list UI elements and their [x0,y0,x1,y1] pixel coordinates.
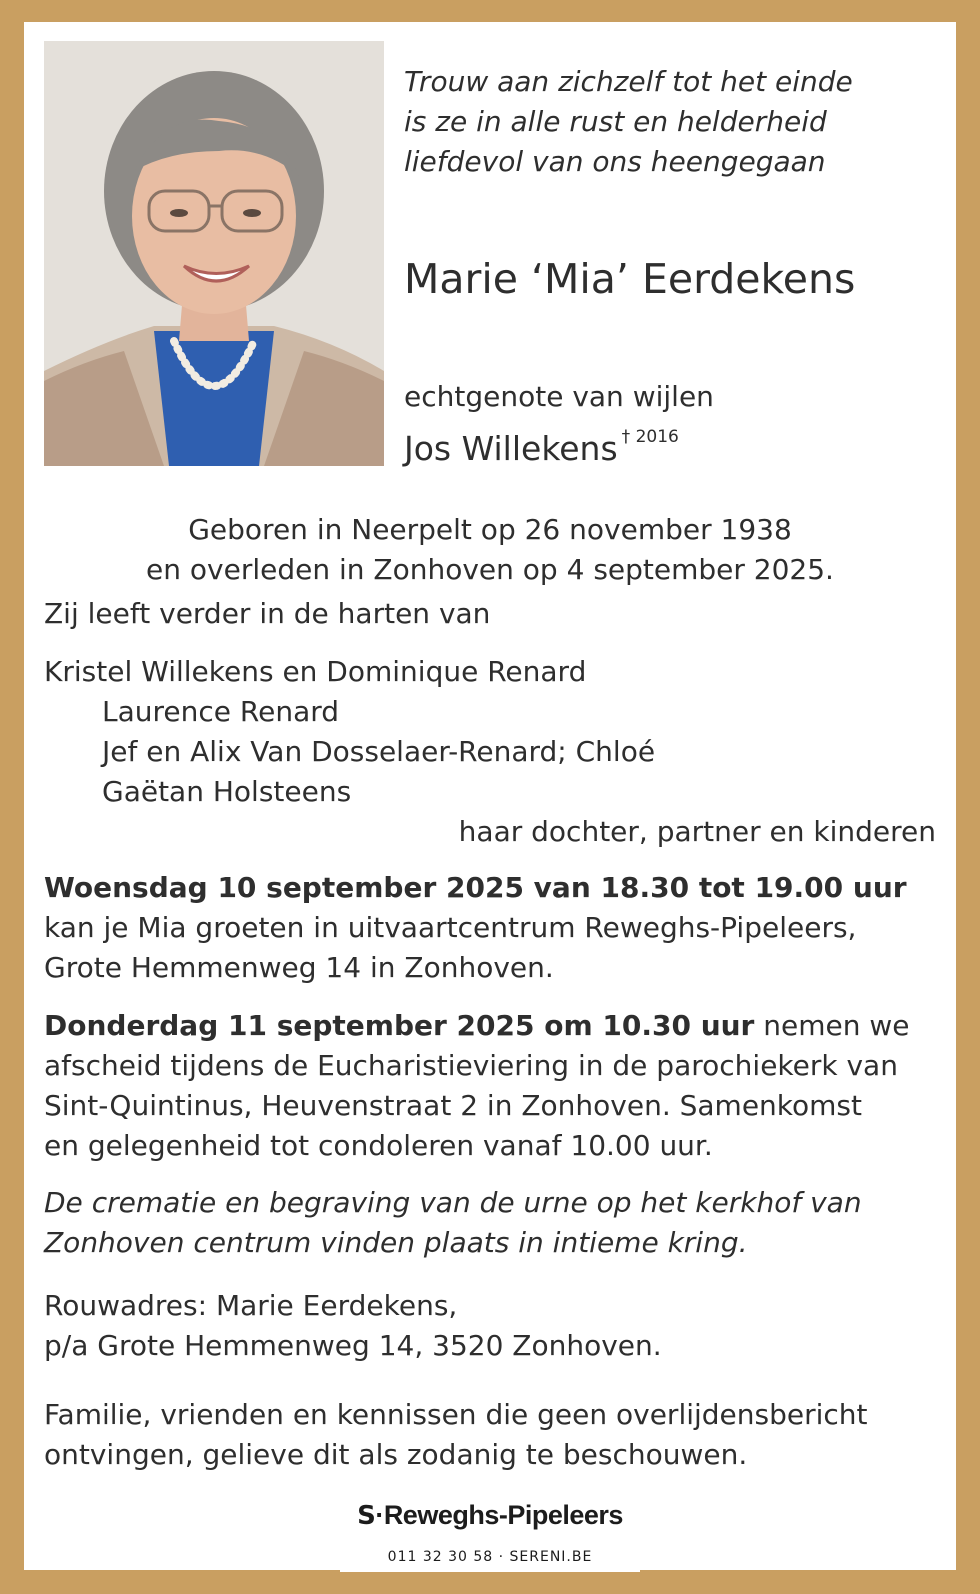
birth-line: Geboren in Neerpelt op 26 november 1938 [188,513,792,546]
visitation-line: kan je Mia groeten in uitvaartcentrum Reweghs-Pipeleers, [44,911,857,944]
brand-separator: · [375,1500,384,1530]
portrait-illustration [44,41,384,466]
opening-quote [404,62,944,182]
ceremony-date: Donderdag 11 september 2025 om 10.30 uur [44,1009,755,1042]
spouse-name: Jos Willekens [404,429,618,468]
brand-name: Reweghs-Pipeleers [383,1500,623,1530]
address-line: Rouwadres: Marie Eerdekens, [44,1289,458,1322]
ceremony-line-rest: nemen we [754,1009,910,1042]
survivor-member: Laurence Renard [102,695,340,728]
funeral-home-contact: 011 32 30 58 · SERENI.BE [340,1542,640,1572]
notice [44,1395,936,1475]
address-line: p/a Grote Hemmenweg 14, 3520 Zonhoven. [44,1329,662,1362]
survivors-intro-text: Zij leeft verder in de harten van [44,597,491,630]
portrait-photo [44,41,384,466]
mourning-address [44,1286,936,1366]
ceremony-line: Sint-Quintinus, Heuvenstraat 2 in Zonhoven. Samenkomst [44,1089,862,1122]
spouse-death-mark: † 2016 [621,427,679,447]
survivors-list [44,652,936,852]
notice-line: ontvingen, gelieve dit als zodanig te beschouwen. [44,1438,748,1471]
spouse-line [404,427,679,468]
ceremony-line: en gelegenheid tot condoleren vanaf 10.00 uur. [44,1129,713,1162]
visitation-line: Grote Hemmenweg 14 in Zonhoven. [44,951,554,984]
survivor-member: Gaëtan Holsteens [102,775,352,808]
visitation-info [44,868,936,988]
spouse-intro: echtgenote van wijlen [404,380,714,413]
obituary-card [24,22,956,1570]
cremation-line: De crematie en begraving van de urne op het kerkhof van [44,1186,862,1219]
notice-line: Familie, vrienden en kennissen die geen overlijdensbericht [44,1398,868,1431]
cremation-info [44,1183,936,1263]
brand-logo [357,1500,623,1530]
survivor-relation: haar dochter, partner en kinderen [458,815,936,848]
survivors-intro [44,594,936,634]
survivor-family: Kristel Willekens en Dominique Renard [44,655,587,688]
death-line: en overleden in Zonhoven op 4 september 2025. [146,553,834,586]
ceremony-line: afscheid tijdens de Eucharistieviering in de parochiekerk van [44,1049,898,1082]
deceased-name: Marie ‘Mia’ Eerdekens [404,255,856,303]
birth-death-info [44,510,936,590]
cremation-line: Zonhoven centrum vinden plaats in intieme kring. [44,1226,748,1259]
brand-mark: S [357,1501,376,1531]
survivor-member: Jef en Alix Van Dosselaer-Renard; Chloé [102,735,656,768]
quote-line: liefdevol van ons heengegaan [404,145,826,178]
funeral-home-brand [0,1500,980,1531]
quote-line: is ze in alle rust en helderheid [404,105,827,138]
quote-line: Trouw aan zichzelf tot het einde [404,65,853,98]
visitation-date: Woensdag 10 september 2025 van 18.30 tot 19.00 uur [44,871,907,904]
ceremony-info [44,1006,936,1166]
